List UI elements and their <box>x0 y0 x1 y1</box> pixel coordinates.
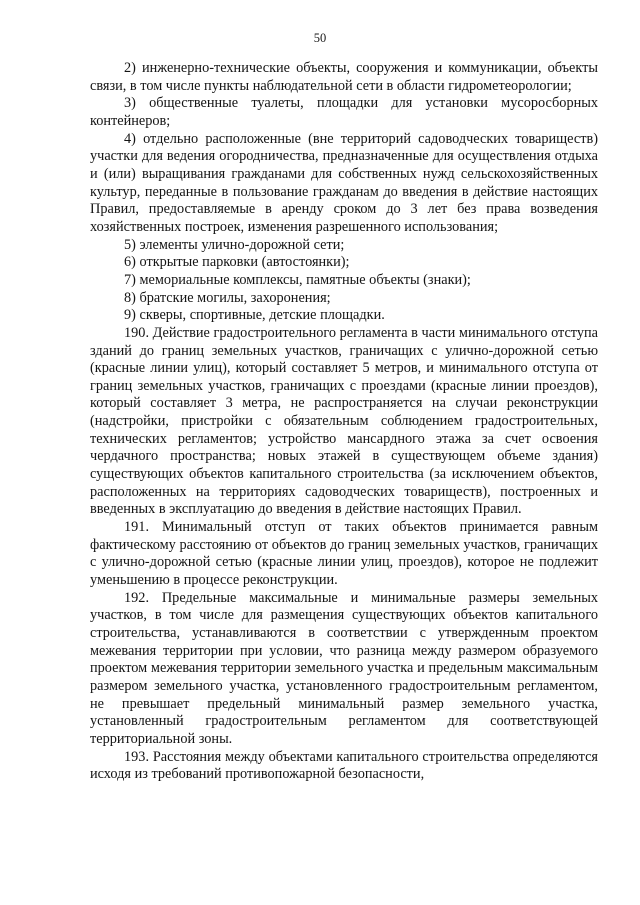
list-item-3-public-toilets: 3) общественные туалеты, площадки для установки мусоросборных контейнеров; <box>90 95 598 129</box>
paragraph-190: 190. Действие градостроительного регламента в части минимального отступа зданий до границ земельных участков, граничащих с улично-дорожной сетью (красные линии улиц), который составляет 5 метров, и минимального отступа от границ земельных участков, граничащих с проездами (красные линии проездов), который составляет 3 метра, не распространяется на случаи реконструкции (надстройки, пристройки с обязательным соблюдением градостроительных, технических регламентов; устройство мансардного этажа за счет освоения чердачного пространства; новых этажей в существующем объеме здания) существующих объектов капитального строительства (за исключением объектов, расположенных на территориях садоводческих товариществ), построенных и введенных в эксплуатацию до введения в действие настоящих Правил. <box>90 324 598 518</box>
list-item-9-squares: 9) скверы, спортивные, детские площадки. <box>124 307 385 324</box>
list-item-6-open-parking: 6) открытые парковки (автостоянки); <box>124 254 350 271</box>
paragraph-191: 191. Минимальный отступ от таких объектов принимается равным фактическому расстоянию от объектов до границ земельных участков, граничащих с улично-дорожной сетью (красные линии улиц, проездов), которое не подлежит уменьшению в процессе реконструкции. <box>90 519 598 589</box>
list-item-4-gardening-plots: 4) отдельно расположенные (вне территорий садоводческих товариществ) участки для ведения огородничества, предназначенные для осуществления отдыха и (или) выращивания гражданами для собственных нужд сельскохозяйственных культур, переданные в пользование гражданам до введения в действие настоящих Правил, предоставляемые в аренду сроком до 3 лет без права возведения хозяйственных построек, изменения разрешенного использования; <box>90 130 598 235</box>
page-number: 50 <box>313 31 327 45</box>
document-body <box>90 60 598 784</box>
paragraph-192: 192. Предельные максимальные и минимальные размеры земельных участков, в том числе для размещения существующих объектов капитального строительства, устанавливаются в соответствии с утвержденным проектом межевания территории при условии, что разница между размером образуемого проектом межевания территории земельного участка и предельным максимальным размером земельного участка, установленного градостроительным регламентом, не превышает предельный минимальный размер земельного участка, установленный градостроительным регламентом для соответствующей территориальной зоны. <box>90 589 598 747</box>
paragraph-193: 193. Расстояния между объектами капитального строительства определяются исходя из требований противопожарной безопасности, <box>90 748 598 783</box>
list-item-8-burials: 8) братские могилы, захоронения; <box>124 289 331 306</box>
list-item-2-engineering-objects: 2) инженерно-технические объекты, сооружения и коммуникации, объекты связи, в том числе пункты наблюдательной сети в области гидрометеорологии; <box>90 60 598 94</box>
list-item-5-road-network: 5) элементы улично-дорожной сети; <box>124 236 345 253</box>
list-item-7-memorials: 7) мемориальные комплексы, памятные объекты (знаки); <box>124 271 471 288</box>
